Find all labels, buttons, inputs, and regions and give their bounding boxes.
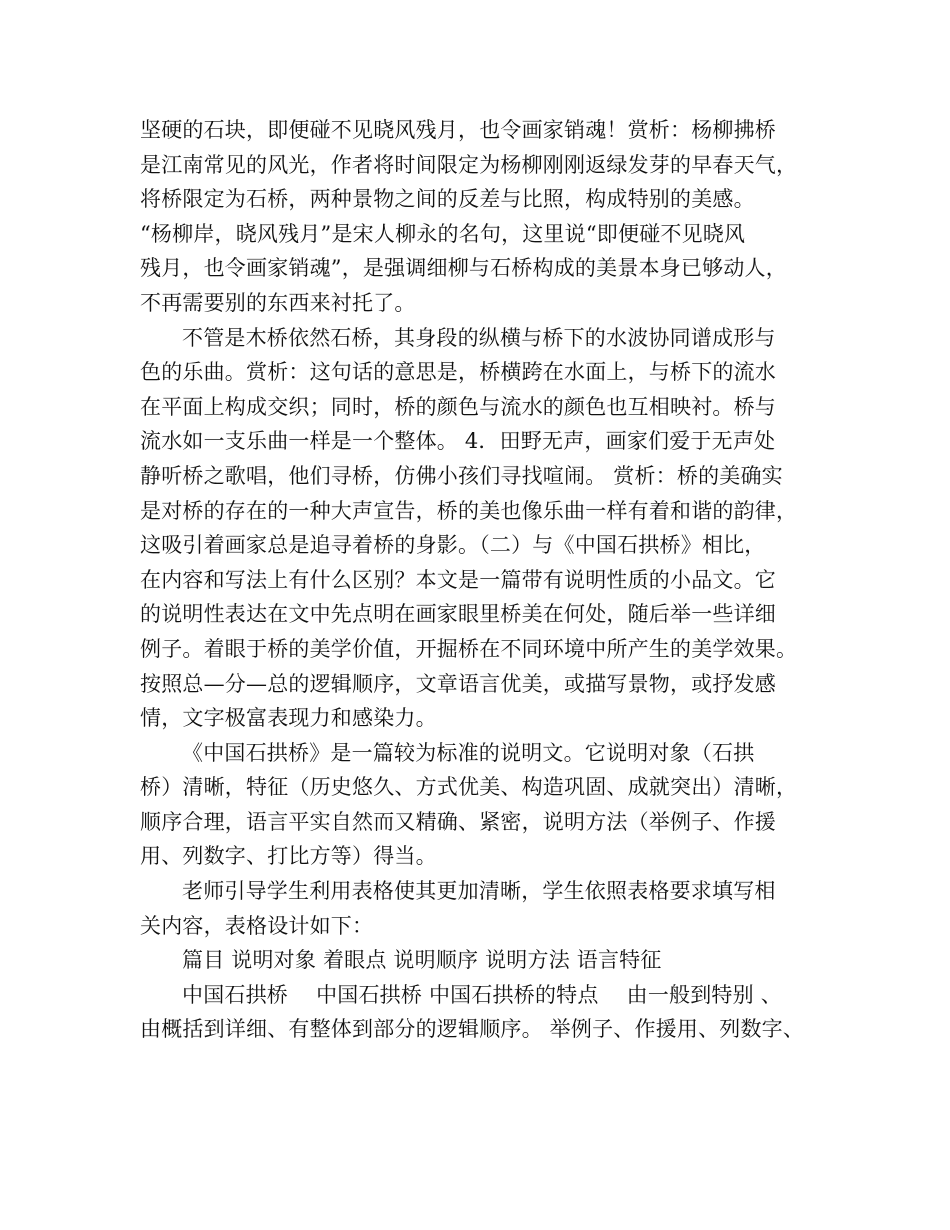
text-line: 静听桥之歌唱，他们寻桥，仿佛小孩们寻找喧闹。 赏析：桥的美确实 — [140, 463, 783, 488]
text-line: 篇目 说明对象 着眼点 说明顺序 说明方法 语言特征 — [182, 948, 662, 973]
text-line: 中国石拱桥 中国石拱桥 中国石拱桥的特点 由一般到特别 、 — [182, 982, 782, 1007]
text-line: 的说明性表达在文中先点明在画家眼里桥美在何处，随后举一些详细 — [140, 602, 776, 627]
text-line: 流水如一支乐曲一样是一个整体。 4．田野无声，画家们爱于无声处 — [140, 429, 776, 454]
text-line: 色的乐曲。赏析：这句话的意思是，桥横跨在水面上，与桥下的流水 — [140, 360, 776, 385]
text-line: 《中国石拱桥》是一篇较为标准的说明文。它说明对象（石拱 — [182, 740, 755, 765]
document-body — [140, 113, 830, 1047]
text-line: 桥）清晰，特征（历史悠久、方式优美、构造巩固、成就突出）清晰， — [140, 775, 798, 800]
text-line: 不管是木桥依然石桥，其身段的纵横与桥下的水波协同谱成形与 — [182, 325, 776, 350]
text-line: 例子。着眼于桥的美学价值，开掘桥在不同环境中所产生的美学效果。 — [140, 636, 798, 661]
text-line: 关内容，表格设计如下： — [140, 913, 374, 938]
text-line: 是对桥的存在的一种大声宣告，桥的美也像乐曲一样有着和谐的韵律， — [140, 498, 798, 523]
text-line: 将桥限定为石桥，两种景物之间的反差与比照，构成特别的美感。 — [140, 187, 755, 212]
text-line: 按照总—分—总的逻辑顺序，文章语言优美，或描写景物，或抒发感 — [140, 671, 776, 696]
text-line: 情，文字极富表现力和感染力。 — [140, 706, 437, 731]
text-line: 顺序合理，语言平实自然而又精确、紧密，说明方法（举例子、作援 — [140, 809, 776, 834]
text-line: 这吸引着画家总是追寻着桥的身影。（二）与《中国石拱桥》相比， — [140, 533, 766, 558]
text-line: 坚硬的石块，即便碰不见晓风残月，也令画家销魂！赏析：杨柳拂桥 — [140, 118, 776, 142]
text-line: 老师引导学生利用表格使其更加清晰，学生依照表格要求填写相 — [182, 879, 776, 904]
text-line: 是江南常见的风光，作者将时间限定为杨柳刚刚返绿发芽的早春天气， — [140, 152, 798, 177]
text-line: 在平面上构成交织；同时，桥的颜色与流水的颜色也互相映衬。桥与 — [140, 394, 776, 419]
text-line: 用、列数字、打比方等）得当。 — [140, 844, 437, 869]
text-line: “杨柳岸，晓风残月”是宋人柳永的名句，这里说“即便碰不见晓风 — [140, 221, 746, 246]
text-line: 残月，也令画家销魂”，是强调细柳与石桥构成的美景本身已够动人， — [140, 256, 787, 281]
text-line: 在内容和写法上有什么区别？本文是一篇带有说明性质的小品文。它 — [140, 567, 776, 592]
text-line: 不再需要别的东西来衬托了。 — [140, 290, 416, 315]
text-line: 由概括到详细、有整体到部分的逻辑顺序。 举例子、作援用、列数字、 — [140, 1017, 805, 1042]
